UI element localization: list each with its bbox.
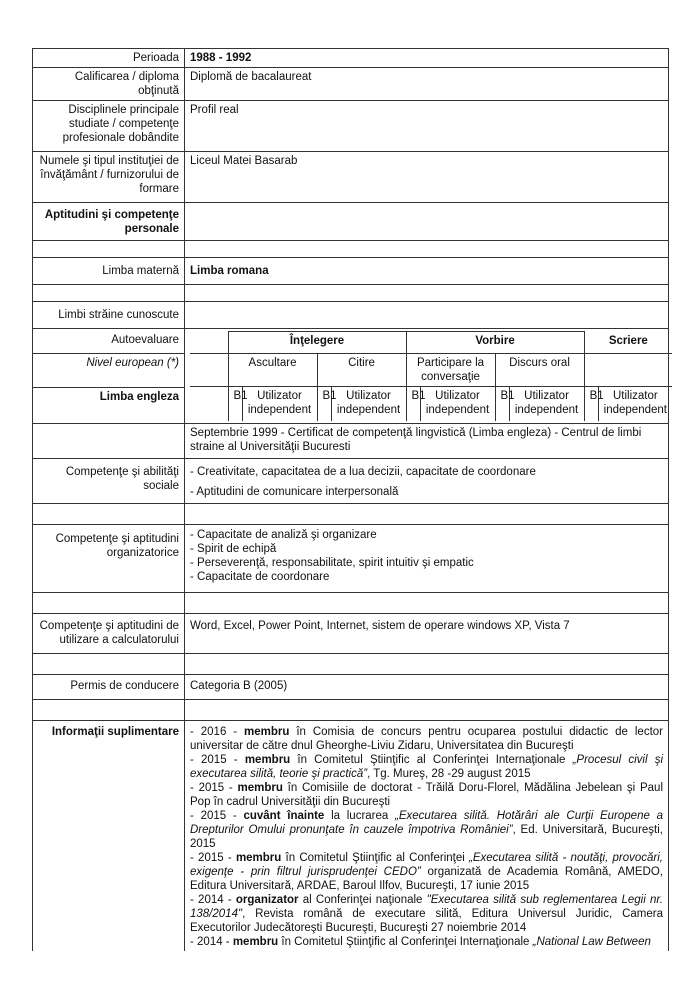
english-level-code: B1	[228, 387, 242, 421]
english-label: Limba engleza	[33, 387, 185, 423]
language-grid	[190, 331, 672, 421]
entry-year: - 2015 -	[190, 809, 244, 822]
english-level-desc: Utilizator independent	[420, 387, 495, 421]
listening-heading: Ascultare	[228, 354, 317, 387]
additional-entry	[190, 753, 663, 781]
organizational-item: - Capacitate de analiză şi organizare	[190, 528, 377, 541]
organizational-item: - Spirit de echipă	[190, 542, 277, 555]
row-foreign-languages	[33, 302, 669, 329]
social-label: Competenţe şi abilităţi sociale	[33, 458, 185, 503]
lang-sub-row	[190, 354, 672, 387]
english-level-desc: Utilizator independent	[509, 387, 584, 421]
additional-value	[185, 720, 669, 951]
entry-year: - 2015 -	[190, 781, 238, 794]
reading-heading: Citire	[317, 354, 406, 387]
gap-row	[33, 699, 669, 720]
gap-row	[33, 241, 669, 258]
self-assessment-label: Autoevaluare	[33, 329, 185, 354]
social-value	[185, 458, 669, 503]
additional-entry	[190, 935, 663, 949]
row-additional	[33, 720, 669, 951]
qualification-label: Calificarea / diploma obţinută	[33, 68, 185, 101]
cv-table	[32, 48, 669, 951]
row-mother-tongue	[33, 258, 669, 285]
english-level-desc: Utilizator independent	[242, 387, 317, 421]
skills-heading-empty	[185, 203, 669, 241]
gap-row	[33, 285, 669, 302]
entry-role: membru	[244, 753, 291, 766]
speaking-heading: Vorbire	[406, 332, 584, 354]
entry-title: "Executarea silită sub reglementarea Legii nr. 138/2014"	[190, 893, 663, 920]
row-license	[33, 674, 669, 699]
entry-year: - 2014 -	[190, 935, 233, 948]
certificate-value: Septembrie 1999 - Certificat de competenţă lingvistică (Limba engleza) - Centrul de limbi straine al Universităţii Bucuresti	[185, 423, 669, 458]
lang-groups-row	[190, 332, 672, 354]
entry-year: - 2014 -	[190, 893, 236, 906]
additional-entry	[190, 851, 663, 893]
entry-details: , Ed. Universitară, Bucureşti, 2015	[190, 823, 663, 850]
english-level-code: B1	[406, 387, 420, 421]
gap-row	[33, 592, 669, 613]
period-label: Perioada	[33, 49, 185, 68]
computer-value: Word, Excel, Power Point, Internet, sistem de operare windows XP, Vista 7	[185, 613, 669, 653]
entry-text: în Comisiile de doctorat - Trăilă Doru-Florel, Mădălina Jebelean şi Paul Pop în cadrul Universităţii din Bucureşti	[190, 781, 664, 808]
organizational-value	[185, 524, 669, 592]
entry-details: , Revista română de executare silită, Editura Universul Juridic, Camera Executorilor Judecătoreşti Bucureşti, Bucureşti 27 noiembrie 2014	[190, 907, 663, 934]
gap-row	[33, 503, 669, 524]
organizational-item: - Capacitate de coordonare	[190, 570, 330, 583]
row-self-assessment	[33, 329, 669, 354]
row-qualification	[33, 68, 669, 101]
entry-text: al Conferinţei naţionale	[298, 893, 427, 906]
entry-text: în Comitetul Ştiinţific al Conferinţei Internaţionale	[278, 935, 533, 948]
row-computer	[33, 613, 669, 653]
subjects-value: Profil real	[185, 101, 669, 152]
english-level-desc: Utilizator independent	[598, 387, 672, 421]
row-social	[33, 458, 669, 503]
entry-year: - 2015 -	[190, 851, 236, 864]
writing-heading: Scriere	[584, 332, 672, 354]
entry-role: cuvânt înainte	[243, 809, 325, 822]
social-item: - Aptitudini de comunicare interpersonală	[190, 485, 399, 498]
additional-label: Informaţii suplimentare	[33, 720, 185, 951]
english-level-code: B1	[584, 387, 598, 421]
language-grid-cell	[185, 329, 669, 424]
entry-year: - 2015 -	[190, 753, 245, 766]
entry-details: organizată de Academia Română, AMEDO, Editura Universitară, ARDAE, Baroul Ilfov, Bucureşti, 17 iunie 2015	[190, 865, 663, 892]
english-level-desc: Utilizator independent	[331, 387, 406, 421]
entry-text: în Comitetul Ştiinţific al Conferinţei	[281, 851, 470, 864]
subjects-label: Disciplinele principale studiate / competenţe profesionale dobândite	[33, 101, 185, 152]
row-certificate	[33, 423, 669, 458]
entry-role: membru	[232, 935, 279, 948]
entry-role: membru	[235, 851, 282, 864]
license-label: Permis de conducere	[33, 674, 185, 699]
understanding-heading: Înţelegere	[228, 332, 406, 354]
foreign-languages-empty	[185, 302, 669, 329]
interaction-heading: Participare la conversaţie	[406, 354, 495, 387]
organizational-label: Competenţe şi aptitudini organizatorice	[33, 524, 185, 592]
cv-page	[32, 48, 669, 951]
institution-value: Liceul Matei Basarab	[185, 152, 669, 203]
entry-text: la lucrarea	[324, 809, 396, 822]
lang-english-row	[190, 387, 672, 421]
row-period	[33, 49, 669, 68]
english-level-code: B1	[317, 387, 331, 421]
additional-entry	[190, 725, 663, 753]
skills-heading: Aptitudini şi competenţe personale	[33, 203, 185, 241]
writing-sub-empty	[584, 354, 672, 387]
entry-title: „Procesul civil şi executarea silită, teorie şi practică”	[190, 753, 664, 780]
entry-text: în Comitetul Ştiinţific al Conferinţei Internaţionale	[290, 753, 573, 766]
computer-label: Competenţe şi aptitudini de utilizare a calculatorului	[33, 613, 185, 653]
entry-details: , Tg. Mureş, 28 -29 august 2015	[367, 767, 531, 780]
entry-role: membru	[244, 725, 290, 738]
additional-entry	[190, 781, 663, 809]
foreign-languages-label: Limbi străine cunoscute	[33, 302, 185, 329]
institution-label: Numele şi tipul instituţiei de învăţământ / furnizorului de formare	[33, 152, 185, 203]
row-institution	[33, 152, 669, 203]
european-level-label: Nivel european (*)	[33, 353, 185, 387]
entry-year: - 2016 -	[190, 725, 245, 738]
social-item: - Creativitate, capacitatea de a lua decizii, capacitate de coordonare	[190, 465, 536, 478]
entry-title: „Executarea silită. Hotărâri ale Curţii Europene a Drepturilor Omului pronunţate în cauzele împotriva României”	[190, 809, 663, 836]
production-heading: Discurs oral	[495, 354, 584, 387]
english-level-code: B1	[495, 387, 509, 421]
row-subjects	[33, 101, 669, 152]
gap-row	[33, 653, 669, 674]
qualification-value: Diplomă de bacalaureat	[185, 68, 669, 101]
entry-role: organizator	[235, 893, 299, 906]
entry-text: în Comisia de concurs pentru ocuparea postului didactic de lector universitar de către dnul Gheorghe-Liviu Zidaru, Universitatea din Bucureşti	[190, 725, 663, 752]
mother-tongue-value: Limba romana	[185, 258, 669, 285]
mother-tongue-label: Limba maternă	[33, 258, 185, 285]
additional-entry	[190, 893, 663, 935]
license-value: Categoria B (2005)	[185, 674, 669, 699]
additional-entry	[190, 809, 663, 851]
entry-role: membru	[237, 781, 283, 794]
row-skills-heading	[33, 203, 669, 241]
row-organizational	[33, 524, 669, 592]
organizational-item: - Perseverenţă, responsabilitate, spirit intuitiv şi empatic	[190, 556, 474, 569]
period-value: 1988 - 1992	[185, 49, 669, 68]
entry-title: „Executarea silită - noutăţi, provocări, exigenţe - prin filtrul jurisprudenţei CEDO”	[190, 851, 663, 878]
entry-title: „National Law Between	[532, 935, 651, 948]
